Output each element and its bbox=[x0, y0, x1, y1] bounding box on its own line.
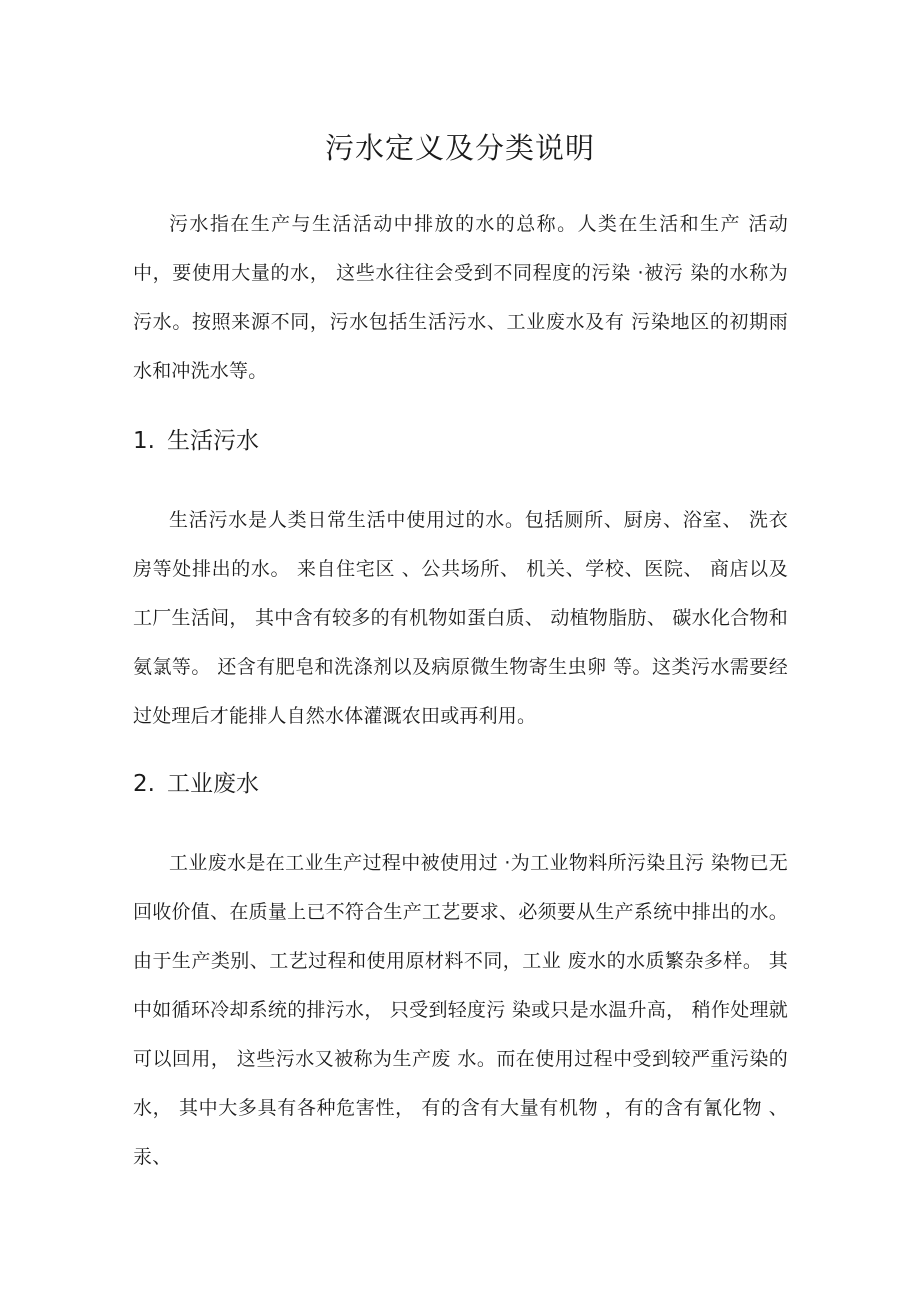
document-title: 污水定义及分类说明 bbox=[324, 131, 595, 165]
section-title-2: 工业废水 bbox=[167, 771, 259, 797]
section-title-1: 生活污水 bbox=[167, 428, 259, 454]
section-number-1: 1. bbox=[133, 428, 155, 454]
intro-paragraph: 污水指在生产与生活活动中排放的水的总称。人类在生活和生产 活动中，要使用大量的水， 这些水往往会受到不同程度的污染 ·被污 染的水称为污水。按照来源不同，污水包括生活污水、工业废水及有 污染地区的初期雨水和冲洗水等。 bbox=[133, 213, 788, 382]
section-heading-2 bbox=[133, 767, 259, 801]
section-heading-1 bbox=[133, 424, 259, 458]
section-body-1: 生活污水是人类日常生活中使用过的水。包括厕所、厨房、浴室、 洗衣房等处排出的水。 来自住宅区 、公共场所、 机关、学校、医院、 商店以及工厂生活间， 其中含有较多的有机物如蛋白质、 动植物脂肪、 碳水化合物和氨氯等。 还含有肥皂和洗涤剂以及病原微生物寄生虫卵 等。这类污水需要经过处理后才能排人自然水体灌溉农田或再利用。 bbox=[133, 509, 788, 727]
section-body-2: 工业废水是在工业生产过程中被使用过 ·为工业物料所污染且污 染物已无回收价值、在质量上已不符合生产工艺要求、必须要从生产系统中排出的水。由于生产类别、工艺过程和使用原材料不同，工业 废水的水质繁杂多样。 其中如循环冷却系统的排污水， 只受到轻度污 染或只是水温升高， 稍作处理就可以回用， 这些污水又被称为生产废 水。而在使用过程中受到较严重污染的水， 其中大多具有各种危害性， 有的含有大量有机物 ，有的含有氰化物 、汞、 bbox=[133, 852, 788, 1168]
section-number-2: 2. bbox=[133, 771, 155, 797]
